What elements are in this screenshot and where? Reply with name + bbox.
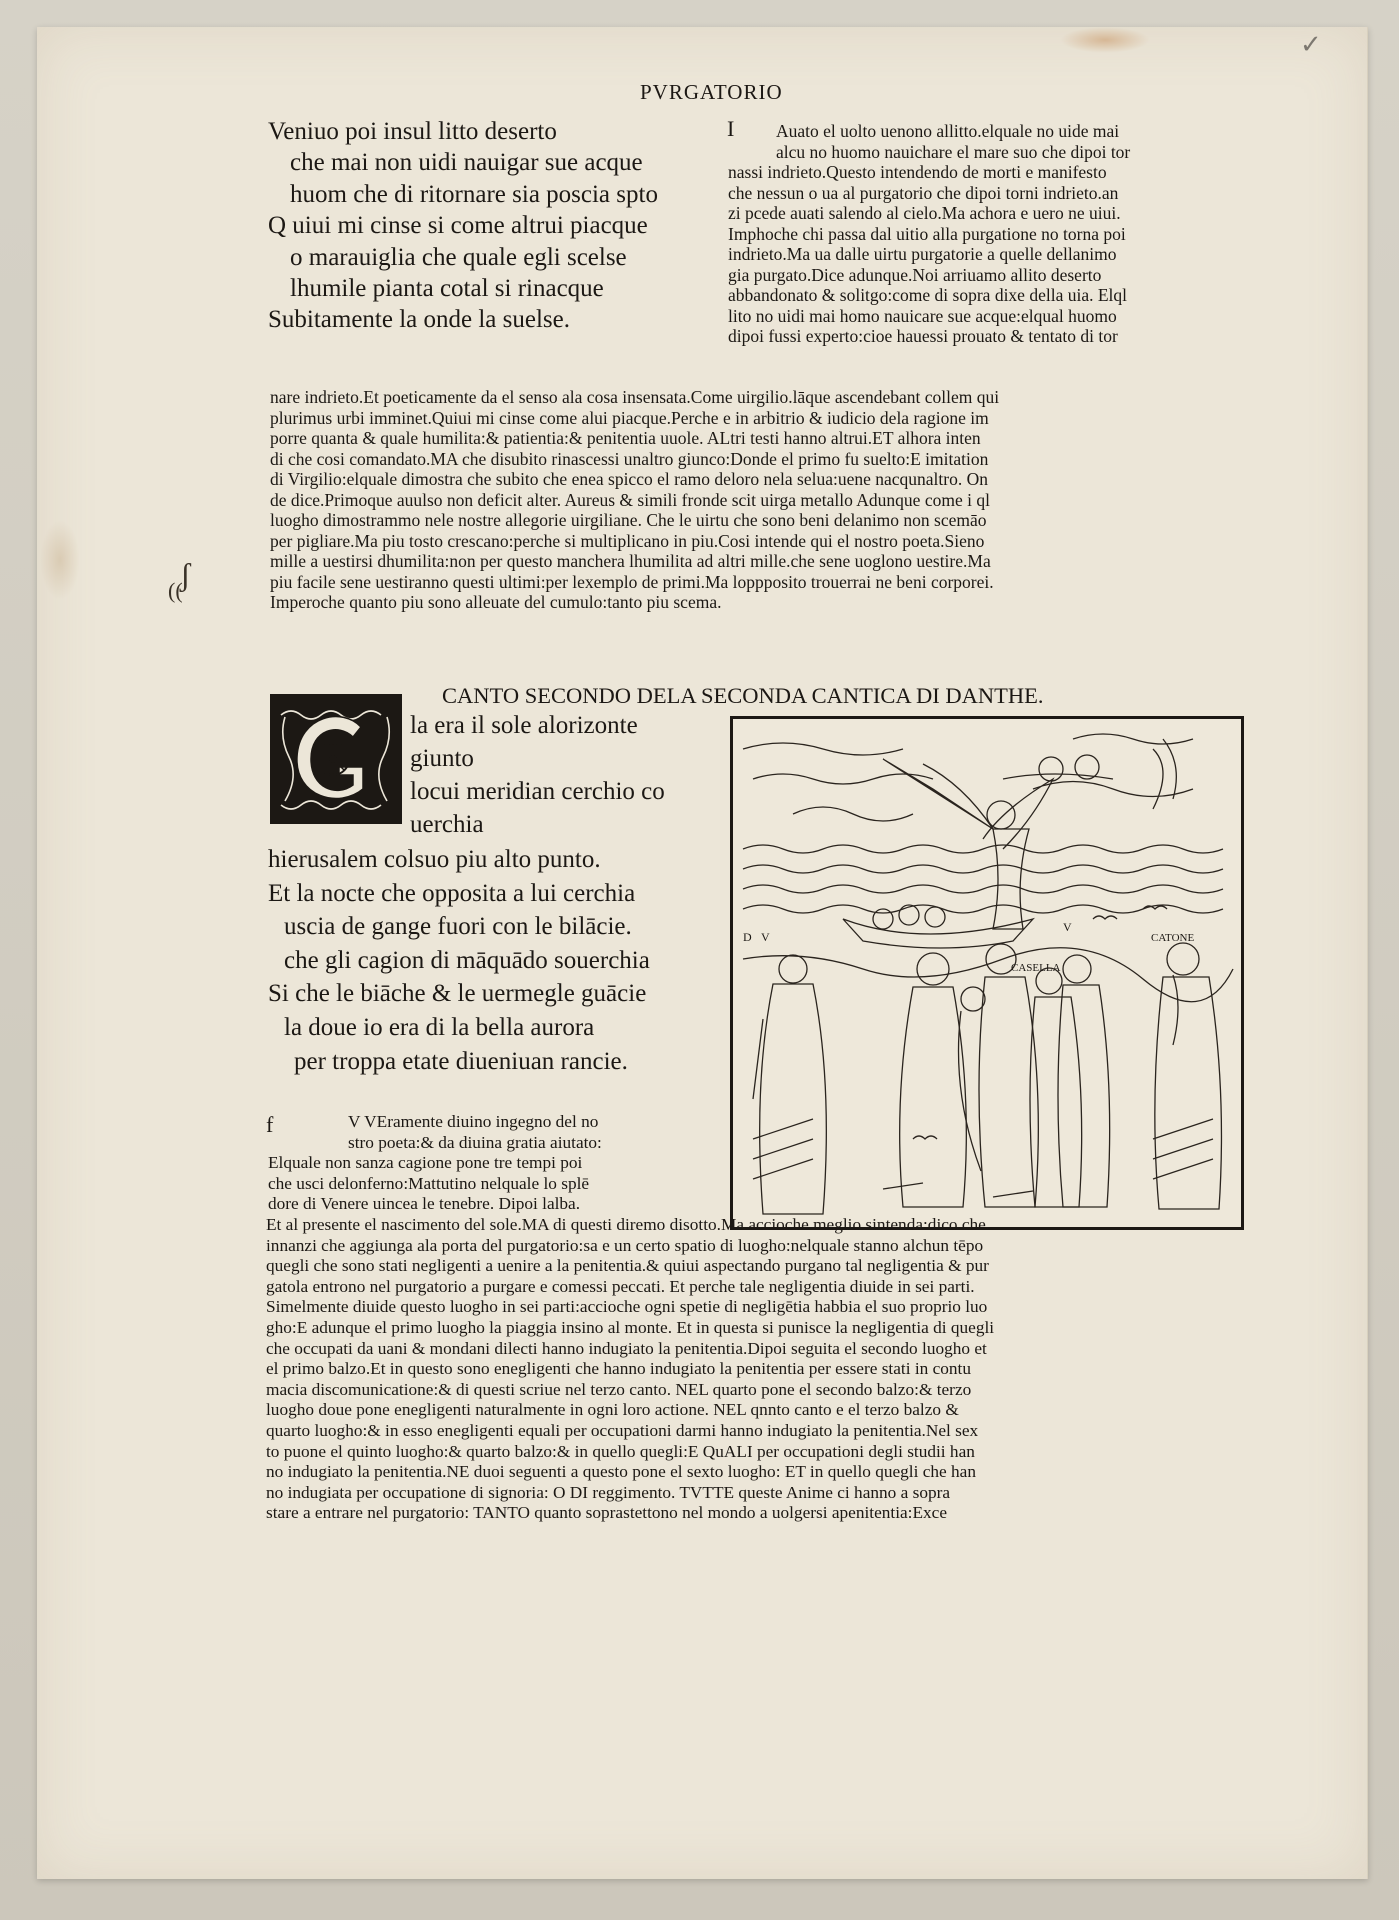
commentary-line: Elquale non sanza cagione pone tre tempi poi	[268, 1153, 583, 1173]
verse-line: locui meridian cerchio co	[410, 778, 665, 805]
commentary-line: che usci delonferno:Mattutino nelquale lo splē	[268, 1173, 590, 1193]
page-stain-left	[40, 520, 80, 600]
verse-line: hierusalem colsuo piu alto punto.	[268, 846, 601, 873]
page-stain	[1060, 27, 1150, 53]
woodcut-label-v-left: V	[761, 930, 770, 944]
commentary-line: abbandonato & solitgo:come di sopra dixe della uia. Elql	[728, 285, 1128, 305]
commentary-line: dore di Venere uincea le tenebre. Dipoi lalba.	[268, 1194, 581, 1214]
commentary-line: luogho doue pone enegligenti naturalmente in ogni loro actione. NEL qnnto canto e el terzo balzo &	[266, 1400, 959, 1420]
verse-line: huom che di ritornare sia poscia spto	[290, 180, 658, 208]
commentary-line: Simelmente diuide questo luogho in sei parti:accioche ogni spetie di negligētia habbia el suo proprio luo	[266, 1297, 988, 1317]
commentary-line: alcu no huomo nauichare el mare suo che dipoi tor	[776, 141, 1131, 162]
commentary-line: innanzi che aggiunga ala porta del purgatorio:sa e un certo spatio di luogho:nelquale stanno alchun tēpo	[266, 1235, 984, 1255]
margin-mark: ʃ	[180, 556, 191, 592]
commentary-line: gho:E adunque el primo luogho la piaggia insino al monte. Et in questa si punisce la negligentia di quegli	[266, 1317, 995, 1337]
commentary-block-top-right	[728, 121, 1130, 347]
commentary-line: porre quanta & quale humilita:& patientia:& penitentia uuole. ALtri testi hanno altrui.ET alhora inten	[270, 428, 981, 448]
commentary-line: per pigliare.Ma piu tosto crescano:perche si multiplicano in piu.Cosi intende qui el nostro poeta.Sieno	[270, 530, 985, 551]
commentary-line: macia discomunicatione:& di questi scriue nel terzo canto. NEL quarto pone el secondo balzo:& terzo	[266, 1379, 972, 1399]
commentary-marker-canto: f	[266, 1112, 274, 1137]
commentary-line: no indugiato la penitentia.NE duoi seguenti a questo pone el sexto luogho: ET in quello quegli che han	[266, 1462, 976, 1482]
commentary-line: piu facile sene uestiranno questi ultimi:per lexemplo de primi.Ma loppposito trouerrai ne beni corporei.	[270, 571, 994, 592]
verse-line: Veniuo poi insul litto deserto	[268, 118, 557, 145]
canto-title: CANTO SECONDO DELA SECONDA CANTICA DI DANTHE.	[442, 683, 1044, 708]
commentary-marker-top: I	[727, 116, 735, 141]
commentary-line: indrieto.Ma ua dalle uirtu purgatorie a quelle dellanimo	[728, 244, 1117, 264]
verse-line: che mai non uidi nauigar sue acque	[290, 149, 643, 177]
commentary-line: nare indrieto.Et poeticamente da el senso ala cosa insensata.Come uirgilio.lāque ascendebant collem qui	[270, 387, 1000, 407]
woodcut-illustration	[730, 716, 1244, 1230]
commentary-block-canto-left	[268, 1112, 602, 1215]
verse-block-top	[268, 116, 658, 336]
verse-line: che gli cagion di māquādo souerchia	[284, 946, 650, 974]
commentary-line: di Virgilio:elquale dimostra che subito che enea spicco el ramo deloro nela selua:uene nacqunaltro. On	[270, 469, 988, 489]
verse-line: uerchia	[410, 811, 484, 838]
initial-ornament-icon	[273, 697, 399, 821]
commentary-line: de dice.Primoque auulso non deficit alter. Aureus & simili fronde scit uirga metallo Adunque come i ql	[270, 489, 990, 510]
commentary-line: stare a entrare nel purgatorio: TANTO quanto soprastettono nel mondo a uolgersi apenitentia:Exce	[266, 1503, 948, 1523]
verse-line: Q uiui mi cinse si come altrui piacque	[268, 212, 648, 240]
commentary-line: mille a uestirsi dhumilita:non per questo manchera lhumilita ad altri mille.che sene uoglono uestire.Ma	[270, 551, 991, 571]
verse-line: Subitamente la onde la suelse.	[268, 306, 571, 334]
verse-line: la era il sole alorizonte	[410, 712, 638, 739]
commentary-line: Imphoche chi passa dal uitio alla purgatione no torna poi	[728, 223, 1126, 244]
verse-block-canto-beside	[410, 709, 665, 841]
margin-mark-small: ((	[168, 578, 183, 603]
commentary-line: Auato el uolto uenono allitto.elquale no uide mai	[776, 121, 1120, 141]
commentary-line: lito no uidi mai homo nauicare sue acque:elqual huomo	[728, 305, 1117, 326]
running-head: PVRGATORIO	[640, 80, 783, 104]
commentary-line: gia purgato.Dice adunque.Noi arriuamo allito deserto	[728, 264, 1102, 285]
woodcut-scene-icon	[733, 719, 1241, 1227]
verse-line: lhumile pianta cotal si rinacque	[290, 274, 604, 302]
woodcut-label-casella: CASELLA	[1011, 962, 1061, 974]
commentary-line: che nessun o ua al purgatorio che dipoi torni indrieto.an	[728, 182, 1119, 203]
woodcut-label-v-mid: V	[1063, 920, 1072, 934]
commentary-line: no indugiata per occupatione di signoria: O DI reggimento. TVTTE queste Anime ci hanno a sopra	[266, 1482, 951, 1502]
commentary-line: gatola entrono nel purgatorio a purgare e comessi peccati. Et perche tale negligentia diuide in sei parti.	[266, 1276, 975, 1296]
verse-line: uscia de gange fuori con le bilācie.	[284, 913, 632, 941]
verse-line: giunto	[410, 745, 474, 772]
commentary-line: plurimus urbi imminet.Quiui mi cinse come alui piacque.Perche e in arbitrio & iudicio dela ragione im	[270, 407, 989, 428]
verse-line: o marauiglia che quale egli scelse	[290, 243, 627, 271]
verse-line: per troppa etate diueniuan rancie.	[294, 1047, 628, 1075]
commentary-line: V VEramente diuino ingegno del no	[348, 1112, 599, 1131]
commentary-line: dipoi fussi experto:cioe hauessi prouato & tentato di tor	[728, 326, 1118, 346]
commentary-block-canto-full	[266, 1215, 994, 1524]
woodcut-label-d: D	[743, 930, 752, 944]
commentary-line: zi pcede auati salendo al cielo.Ma achora e uero ne uiui.	[728, 203, 1121, 223]
check-mark: ✓	[1300, 30, 1322, 60]
woodcut-label-catone: CATONE	[1151, 932, 1195, 944]
commentary-line: quegli che sono stati negligenti a uenire a la penitentia.& quiui aspectando purgano tal negligentia & pur	[266, 1256, 989, 1276]
commentary-line: stro poeta:& da diuina gratia aiutato:	[348, 1132, 602, 1152]
verse-line: la doue io era di la bella aurora	[284, 1013, 595, 1041]
verse-line: Et la nocte che opposita a lui cerchia	[268, 879, 636, 907]
verse-line: Si che le biāche & le uermegle guācie	[268, 980, 647, 1008]
verse-block-canto-below	[268, 843, 650, 1078]
commentary-line: luogho dimostrammo nele nostre allegorie uirgiliane. Che le uirtu che sono beni delanimo non scemāo	[270, 510, 987, 530]
commentary-line: el primo balzo.Et in questo sono enegligenti che hanno indugiato la penitentia per essere stati in contu	[266, 1359, 971, 1379]
decorated-initial-g	[270, 694, 402, 824]
commentary-line: Et al presente el nascimento del sole.MA di questi diremo disotto.Ma accioche meglio sintenda:dico che	[266, 1215, 986, 1234]
commentary-line: che occupati da uani & mondani dilecti hanno indugiato la penitentia.Dipoi seguita el secondo luogho et	[266, 1338, 987, 1358]
commentary-line: quarto luogho:& in esso enegligenti equali per occupationi darmi hanno indugiato la penitentia.Nel sex	[266, 1420, 979, 1440]
commentary-line: di che cosi comandato.MA che disubito rinascessi unaltro giunco:Donde el primo fu suelto:E imitation	[270, 448, 989, 469]
commentary-line: nassi indrieto.Questo intendendo de morti e manifesto	[728, 162, 1107, 182]
commentary-line: to puone el quinto luogho:& quarto balzo:& in quello quegli:E QuALI per occupationi degli studii han	[266, 1441, 975, 1461]
commentary-block-top-full	[270, 387, 999, 613]
commentary-line: Imperoche quanto piu sono alleuate del cumulo:tanto piu scema.	[270, 592, 722, 612]
